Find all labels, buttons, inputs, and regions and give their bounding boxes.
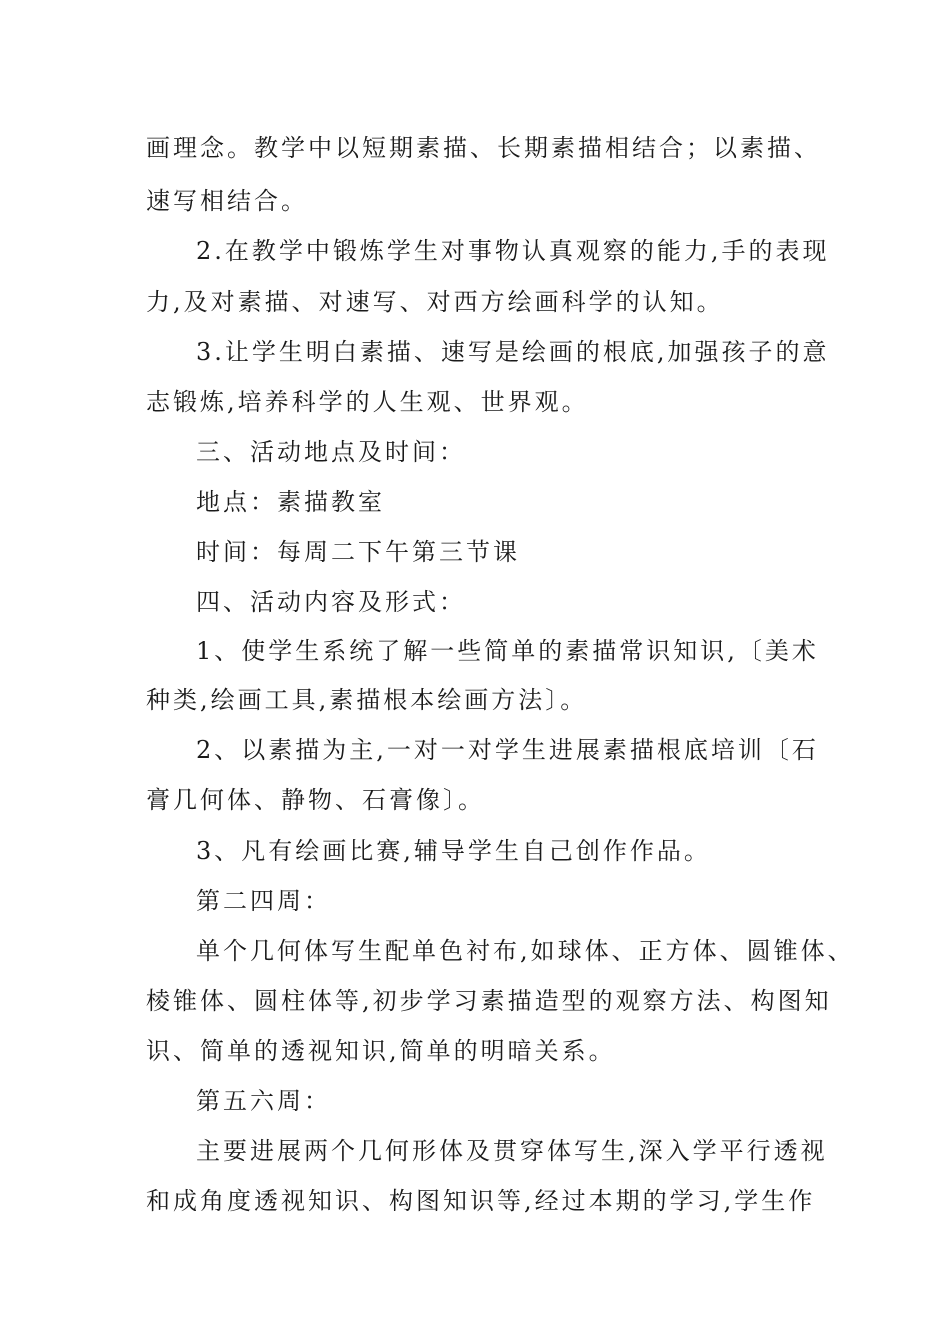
week-heading: 第二四周： — [196, 887, 331, 915]
text-line: 时间：每周二下午第三节课 — [196, 538, 520, 566]
text-line: 速写相结合。 — [146, 187, 308, 215]
section-heading: 四、活动内容及形式： — [196, 588, 466, 616]
text-line: 3、凡有绘画比赛,辅导学生自己创作作品。 — [196, 837, 711, 865]
text-line: 2.在教学中锻炼学生对事物认真观察的能力,手的表现 — [196, 237, 830, 265]
section-heading: 三、活动地点及时间： — [196, 438, 466, 466]
week-heading: 第五六周： — [196, 1087, 331, 1115]
text-line: 主要进展两个几何形体及贯穿体写生,深入学平行透视 — [196, 1137, 828, 1165]
text-line: 膏几何体、静物、石膏像〕。 — [146, 786, 485, 814]
text-line: 志锻炼,培养科学的人生观、世界观。 — [146, 388, 589, 416]
text-line: 3.让学生明白素描、速写是绘画的根底,加强孩子的意 — [196, 338, 830, 366]
text-line: 力,及对素描、对速写、对西方绘画科学的认知。 — [146, 288, 724, 316]
text-line: 1、使学生系统了解一些简单的素描常识知识,〔美术 — [196, 637, 819, 665]
text-line: 单个几何体写生配单色衬布,如球体、正方体、圆锥体、 — [196, 937, 855, 965]
text-line: 地点：素描教室 — [196, 488, 385, 516]
text-line: 2、以素描为主,一对一对学生进展素描根底培训〔石 — [196, 736, 819, 764]
text-line: 和成角度透视知识、构图知识等,经过本期的学习,学生作 — [146, 1187, 816, 1215]
text-line: 画理念。教学中以短期素描、长期素描相结合；以素描、 — [146, 134, 821, 162]
text-line: 种类,绘画工具,素描根本绘画方法〕。 — [146, 686, 588, 714]
text-line: 棱锥体、圆柱体等,初步学习素描造型的观察方法、构图知 — [146, 987, 832, 1015]
text-line: 识、简单的透视知识,简单的明暗关系。 — [146, 1037, 616, 1065]
